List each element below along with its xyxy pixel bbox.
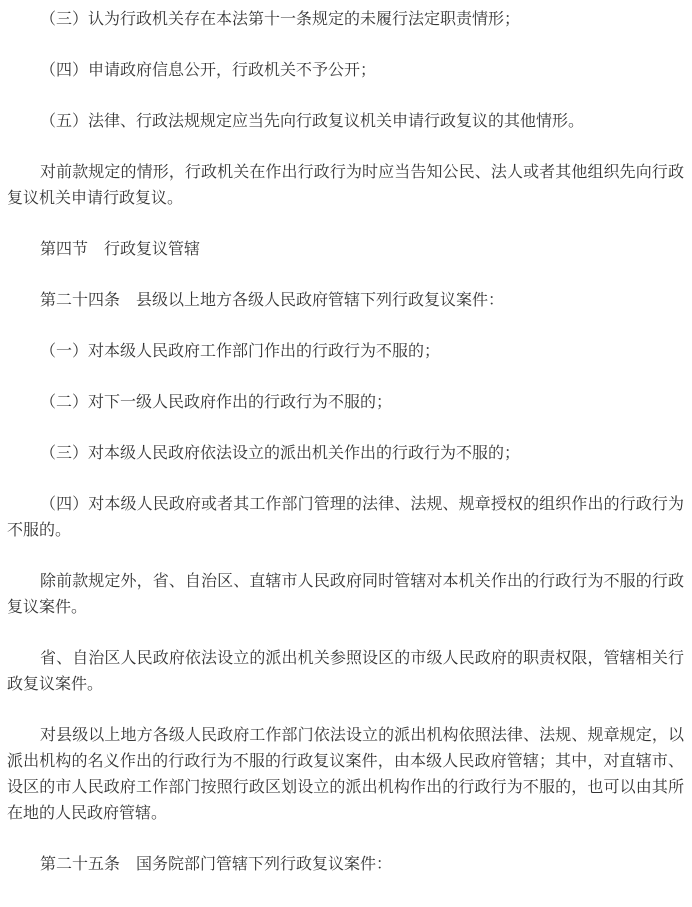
article-24-item-1: （一）对本级人民政府工作部门作出的行政行为不服的；	[40, 341, 441, 360]
article-24-item-3: （三）对本级人民政府依法设立的派出机关作出的行政行为不服的；	[40, 443, 521, 462]
article-24: 第二十四条 县级以上地方各级人民政府管辖下列行政复议案件：	[40, 290, 505, 309]
paragraph-item-3: （三）认为行政机关存在本法第十一条规定的未履行法定职责情形；	[40, 9, 521, 28]
article-24-paragraph-4: 对县级以上地方各级人民政府工作部门依法设立的派出机构依照法律、法规、规章规定，以派出机构的名义作出的行政行为不服的行政复议案件，由本级人民政府管辖；其中，对直辖市、设区的市人民政府工作部门按照行政区划设立的派出机构作出的行政行为不服的，也可以由其所在地的人民政府管辖。	[7, 725, 684, 822]
paragraph-item-4: （四）申请政府信息公开，行政机关不予公开；	[40, 60, 377, 79]
article-24-item-4: （四）对本级人民政府或者其工作部门管理的法律、法规、规章授权的组织作出的行政行为不服的。	[7, 494, 684, 539]
article-25: 第二十五条 国务院部门管辖下列行政复议案件：	[40, 854, 393, 873]
article-24-paragraph-2: 除前款规定外，省、自治区、直辖市人民政府同时管辖对本机关作出的行政行为不服的行政复议案件。	[7, 571, 684, 616]
paragraph-item-5: （五）法律、行政法规规定应当先向行政复议机关申请行政复议的其他情形。	[40, 111, 585, 130]
article-24-item-2: （二）对下一级人民政府作出的行政行为不服的；	[40, 392, 393, 411]
section-heading: 第四节 行政复议管辖	[40, 239, 201, 258]
article-24-paragraph-3: 省、自治区人民政府依法设立的派出机关参照设区的市级人民政府的职责权限，管辖相关行政复议案件。	[7, 648, 684, 693]
paragraph-notice: 对前款规定的情形，行政机关在作出行政行为时应当告知公民、法人或者其他组织先向行政复议机关申请行政复议。	[7, 162, 684, 207]
